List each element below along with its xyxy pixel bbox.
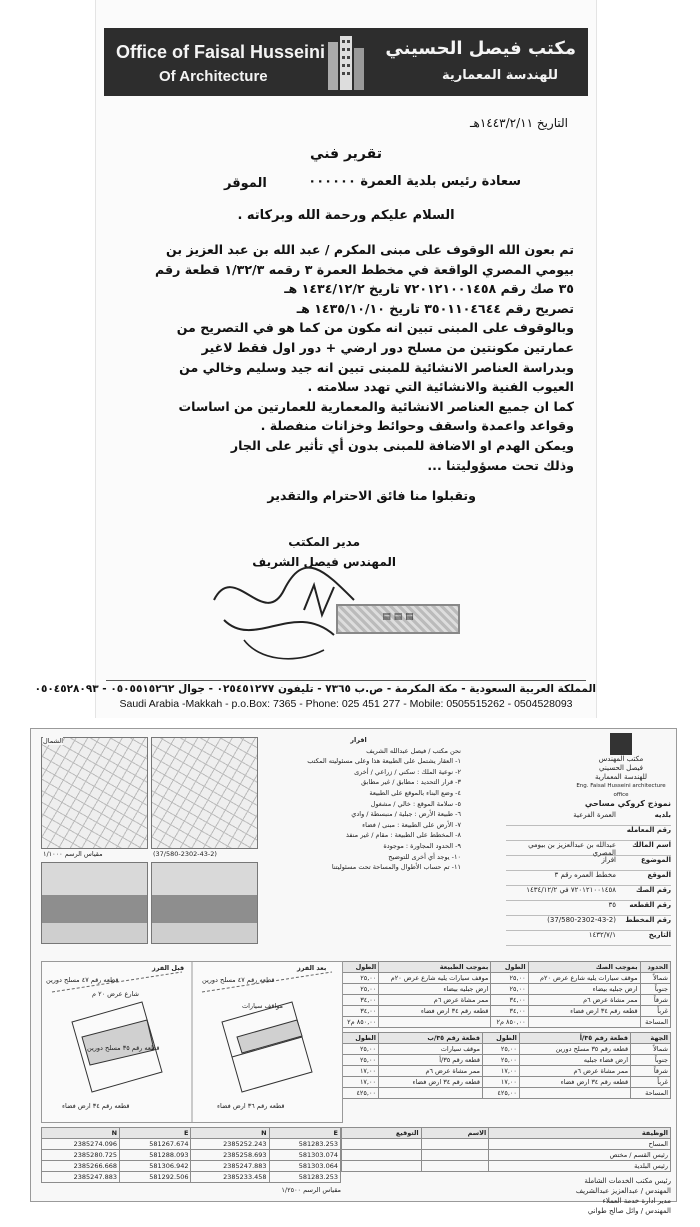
table-cell: ٢٥,٠٠ bbox=[342, 973, 379, 984]
table-cell: جنوباً bbox=[640, 984, 670, 995]
info-value: افراز bbox=[601, 856, 616, 864]
table-header: بموجب الطبيعة bbox=[379, 962, 491, 973]
info-row bbox=[506, 901, 671, 916]
info-value: (37/580-2302-43-2) bbox=[547, 916, 616, 924]
boundaries-table bbox=[341, 961, 671, 1099]
table-cell: 581283.253 bbox=[269, 1139, 340, 1150]
table-cell bbox=[421, 1150, 489, 1161]
checklist-item: ٢- نوعية الملك : سكني / زراعي / أخرى bbox=[354, 767, 461, 776]
table-cell: شرقاً bbox=[631, 1066, 671, 1077]
table-cell: 2385258.693 bbox=[191, 1150, 269, 1161]
table-cell: ٨٥٠,٠٠ م٢ bbox=[342, 1017, 379, 1028]
table-header: N bbox=[191, 1128, 269, 1139]
table-cell: قطعه رقم ٣٤ ارض فضاء bbox=[379, 1006, 491, 1017]
info-key: الموقع bbox=[647, 871, 671, 879]
report-title: تقرير فني bbox=[310, 146, 382, 162]
table-cell: ممر مشاة عرض ٦م bbox=[379, 995, 491, 1006]
table-row bbox=[342, 1006, 671, 1017]
table-cell: 581283.253 bbox=[269, 1172, 340, 1183]
table-cell: قطعه رقم ٣٤ ارض فضاء bbox=[378, 1077, 482, 1088]
table-cell: ٢٥,٠٠ bbox=[482, 1055, 519, 1066]
table-cell: ٣٤,٠٠ bbox=[342, 1006, 379, 1017]
info-key: بلديه bbox=[654, 811, 671, 819]
coordinates-table bbox=[41, 1127, 341, 1194]
table-cell: المساحة bbox=[640, 1017, 670, 1028]
table-row bbox=[342, 1066, 671, 1077]
table-cell: 2385247.883 bbox=[42, 1172, 120, 1183]
footer-divider bbox=[106, 680, 586, 681]
table-cell: المساح bbox=[489, 1139, 671, 1150]
body-line: وذلك تحت مسؤوليتنا ... bbox=[427, 457, 574, 473]
table-header: الجهة bbox=[631, 1033, 671, 1044]
table-header: قطعة رقم ٣٥/ب bbox=[378, 1033, 482, 1044]
checklist-item: ٥- سلامة الموقع : خالي / مشغول bbox=[370, 799, 461, 808]
info-row bbox=[506, 856, 671, 871]
table-cell: شرقاً bbox=[640, 995, 670, 1006]
table-cell: قطعه رقم ٣٥ مسلح دورين bbox=[519, 1044, 630, 1055]
table-cell: ٨٥٠,٠٠ م٢ bbox=[491, 1017, 528, 1028]
info-value: ١٤٣٢/٧/١ bbox=[588, 931, 616, 939]
info-key: التاريخ bbox=[648, 931, 671, 939]
table-cell: ارض فضاء جبليه bbox=[519, 1055, 630, 1066]
addressee: سعادة رئيس بلدية العمرة ٠٠٠٠٠٠ bbox=[308, 174, 521, 189]
sketch-label: قطعه رقم ٣٤ ارض فضاء bbox=[62, 1102, 130, 1110]
building-photo bbox=[41, 862, 148, 944]
plan-logo-sub: للهندسة المعمارية bbox=[594, 773, 648, 781]
info-key: الموضوع bbox=[640, 856, 671, 864]
info-value: مخطط العمره رقم ٣ bbox=[554, 871, 616, 879]
parts-boundaries-table bbox=[341, 1032, 671, 1099]
letterhead bbox=[104, 28, 588, 96]
table-row bbox=[342, 1055, 671, 1066]
body-line: عمارتين مكونتين من مسلح دور ارضي + دور اول فقط لاغير bbox=[201, 339, 574, 355]
table-cell: ١٧,٠٠ bbox=[342, 1066, 379, 1077]
transaction-info bbox=[506, 799, 671, 946]
table-cell: ٢٥,٠٠ bbox=[491, 984, 528, 995]
body-line: كما ان جميع العناصر الانشائية والمعمارية للعمارتين من اساسات bbox=[178, 398, 574, 414]
table-row bbox=[342, 1044, 671, 1055]
approver-title: مدير ادارة خدمة العملاء bbox=[602, 1197, 671, 1205]
greeting: السلام عليكم ورحمة الله وبركاته . bbox=[237, 208, 455, 223]
table-cell: قطعه رقم ٣٤ ارض فضاء bbox=[528, 1006, 640, 1017]
info-row bbox=[506, 931, 671, 946]
table-cell: رئيس القسم / مختص bbox=[489, 1150, 671, 1161]
body-line: وقواعد واعمدة واسقف وحوائط وخزانات منفصلة . bbox=[260, 418, 574, 434]
info-key: رقم الصك bbox=[636, 886, 671, 894]
site-plan-form bbox=[30, 728, 677, 1215]
table-header: N bbox=[42, 1128, 120, 1139]
honorific: الموقر bbox=[224, 176, 267, 191]
office-subtitle-ar: للهندسة المعمارية bbox=[441, 68, 558, 83]
table-header: قطعة رقم ٣٥/أ bbox=[519, 1033, 630, 1044]
info-row bbox=[506, 826, 671, 841]
office-subtitle-en: Of Architecture bbox=[159, 68, 268, 85]
checklist-item: ٧- الأرض على الطبيعة : مبنى / فضاء bbox=[362, 820, 461, 829]
table-header: الحدود bbox=[640, 962, 670, 973]
approval-signatures bbox=[341, 1127, 671, 1216]
table-cell: موقف سيارات bbox=[378, 1044, 482, 1055]
site-images bbox=[41, 737, 256, 947]
table-cell: ٣٤,٠٠ bbox=[491, 995, 528, 1006]
map-scale-caption: مقياس الرسم ١/١٠٠٠ bbox=[43, 850, 103, 858]
office-name-en: Office of Faisal Husseini bbox=[116, 42, 326, 62]
report-body bbox=[134, 240, 574, 475]
info-row bbox=[506, 916, 671, 931]
body-line: ٣٥ صك رقم ٧٢٠١٢١٠٠١٤٥٨ تاريخ ١٤٣٤/١٢/٢ هـ bbox=[284, 281, 574, 297]
table-cell: ١٧,٠٠ bbox=[482, 1077, 519, 1088]
sketch-label: مواقف سيارات bbox=[242, 1002, 283, 1010]
table-cell: ٢٥,٠٠ bbox=[482, 1044, 519, 1055]
table-cell: 2385266.668 bbox=[42, 1161, 120, 1172]
table-cell: ٣٤,٠٠ bbox=[342, 995, 379, 1006]
table-cell: ٣٤,٠٠ bbox=[491, 1006, 528, 1017]
deed-boundaries-table bbox=[341, 961, 671, 1028]
checklist-item: اقرار bbox=[350, 736, 367, 744]
table-row bbox=[42, 1139, 341, 1150]
table-cell: ممر مشاة عرض ٦م bbox=[519, 1066, 630, 1077]
table-cell: 2385252.243 bbox=[191, 1139, 269, 1150]
signer-name: المهندس فيصل الشريف bbox=[252, 555, 396, 569]
approver-title: رئيس مكتب الخدمات الشاملة bbox=[584, 1177, 671, 1185]
sketch-label: قطعه رقم ٤٧ مسلح دورين bbox=[202, 976, 275, 984]
info-key: رقم المعامله bbox=[626, 826, 671, 834]
table-row bbox=[342, 1139, 671, 1150]
sketch-label: بعد الفرز bbox=[297, 964, 327, 972]
table-cell bbox=[342, 1150, 422, 1161]
footer-address-ar: المملكة العربية السعودية - مكة المكرمة - ص.ب ٧٣٦٥ - تليفون ٠٢٥٤٥١٢٧٧ - جوال ٠٥٠٥٥١٥٢٦٢ - ٠٥٠٤٥٢٨٠٩٣ bbox=[34, 683, 596, 695]
table-row bbox=[342, 1077, 671, 1088]
table-cell: غرباً bbox=[631, 1077, 671, 1088]
closing-line: وتقبلوا منا فائق الاحترام والتقدير bbox=[267, 488, 476, 503]
table-header: E bbox=[120, 1128, 191, 1139]
table-cell: قطعه رقم ٣٥/أ bbox=[378, 1055, 482, 1066]
table-cell: 2385274.096 bbox=[42, 1139, 120, 1150]
table-cell: ٤٢٥,٠٠ bbox=[482, 1088, 519, 1099]
table-cell: شمالاً bbox=[631, 1044, 671, 1055]
info-row bbox=[506, 841, 671, 856]
table-cell bbox=[379, 1017, 491, 1028]
table-cell: ممر مشاة عرض ٦م bbox=[378, 1066, 482, 1077]
table-cell: 2385233.458 bbox=[191, 1172, 269, 1183]
table-cell: 581306.942 bbox=[120, 1161, 191, 1172]
info-value: ٣٥ bbox=[608, 901, 616, 909]
technical-report-letter bbox=[34, 0, 597, 718]
table-row bbox=[42, 1150, 341, 1161]
table-cell: شمالاً bbox=[640, 973, 670, 984]
table-header: الاسم bbox=[421, 1128, 489, 1139]
declaration-checklist bbox=[256, 735, 461, 873]
table-row bbox=[42, 1172, 341, 1183]
info-value: ٧٢٠١٢١٠٠١٤٥٨ في ١٤٣٤/١٢/٢ bbox=[526, 886, 616, 894]
table-header: E bbox=[269, 1128, 340, 1139]
table-row bbox=[342, 984, 671, 995]
table-cell: ٢٥,٠٠ bbox=[342, 1055, 379, 1066]
letter-date: التاريخ ١٤٤٣/٢/١١هـ bbox=[469, 116, 568, 130]
table-cell bbox=[421, 1161, 489, 1172]
office-stamp: ▤ ▤ ▤ bbox=[336, 604, 460, 634]
table-header: الطول bbox=[342, 962, 379, 973]
body-line: وبالوقوف على المبنى تبين انه مكون من كما هو في التصريح من bbox=[176, 320, 574, 336]
sketch-label: قطعه رقم ٣٥ مسلح دورين bbox=[87, 1044, 160, 1052]
table-row bbox=[342, 995, 671, 1006]
table-header: بموجب الصك bbox=[528, 962, 640, 973]
table-cell: 581288.093 bbox=[120, 1150, 191, 1161]
plan-number-caption: (37/580-2302-43-2) bbox=[153, 850, 217, 858]
body-line: ويمكن الهدم او الاضافة للمبنى بدون أي تأثير على الجار bbox=[230, 437, 574, 453]
plan-logo-en: Eng. Faisal Husseini architecture office bbox=[576, 783, 666, 798]
building-photo bbox=[151, 862, 258, 944]
table-cell: غرباً bbox=[640, 1006, 670, 1017]
signatures-table bbox=[341, 1127, 671, 1172]
table-cell: 2385247.883 bbox=[191, 1161, 269, 1172]
plot-sketches bbox=[41, 961, 343, 1123]
map-scale-caption: مقياس الرسم ١/٢٥٠٠ bbox=[281, 1186, 341, 1194]
info-row bbox=[506, 886, 671, 901]
north-label: الشمال bbox=[43, 737, 64, 745]
form-header: نموذج كروكي مساحي bbox=[584, 799, 671, 808]
signer-title: مدير المكتب bbox=[288, 535, 361, 549]
table-cell: ١٧,٠٠ bbox=[342, 1077, 379, 1088]
approver-name: المهندس / وائل صالح طواني bbox=[587, 1207, 671, 1215]
plan-logo-name: فيصل الحسيني bbox=[599, 764, 643, 772]
checklist-item: ٦- طبيعة الأرض : جبلية / منبسطة / وادي bbox=[351, 810, 461, 819]
checklist-item: ٣- قرار التحديد : مطابق / غير مطابق bbox=[361, 778, 461, 787]
table-cell bbox=[421, 1139, 489, 1150]
body-line: تصريح رقم ٣٥٠١١٠٤٦٤٤ تاريخ ١٤٣٥/١٠/١٠ هـ bbox=[296, 300, 574, 316]
table-cell: 581292.506 bbox=[120, 1172, 191, 1183]
table-cell bbox=[342, 1139, 422, 1150]
table-cell: ارض جبليه بيضاء bbox=[379, 984, 491, 995]
table-header: التوقيع bbox=[342, 1128, 422, 1139]
table-row bbox=[342, 1088, 671, 1099]
checklist-item: ١١- تم حساب الأطوال والمساحة تحت مسئوليتنا bbox=[331, 863, 461, 872]
sketch-label: قطعه رقم ٤٧ مسلح دورين bbox=[46, 976, 119, 984]
plan-letterhead bbox=[571, 733, 671, 798]
location-map bbox=[41, 737, 148, 849]
sketch-label: قبل الفرز bbox=[152, 964, 185, 972]
table-cell: جنوباً bbox=[631, 1055, 671, 1066]
table-header: الطول bbox=[342, 1033, 379, 1044]
table-cell: 581303.064 bbox=[269, 1161, 340, 1172]
body-line: بيومي المصري الواقعة في مخطط العمرة ٣ رقمه ١/٣٢/٣ قطعة رقم bbox=[154, 261, 574, 277]
checklist-item: ٤- وضع البناء بالموقع على الطبيعة bbox=[369, 788, 461, 797]
body-line: تم بعون الله الوقوف على مبنى المكرم / عبد الله بن عبد العزيز بن bbox=[166, 242, 574, 257]
checklist-item: ١- العقار يشتمل على الطبيعة هذا وعلى مسئوليته المكتب bbox=[307, 757, 461, 766]
info-key: اسم المالك bbox=[632, 841, 671, 849]
body-line: وبدراسة العناصر الانشائية للمبنى تبين انه جيد وسليم وخالي من bbox=[179, 359, 574, 375]
table-cell: 581267.674 bbox=[120, 1139, 191, 1150]
table-row bbox=[342, 1150, 671, 1161]
table-cell bbox=[378, 1088, 482, 1099]
table-row bbox=[342, 973, 671, 984]
table-row bbox=[342, 1017, 671, 1028]
checklist-item: ١٠- يوجد أي أخرى للتوضيح bbox=[388, 852, 461, 861]
coordinates-grid bbox=[41, 1127, 341, 1183]
subdivision-sketch bbox=[42, 962, 342, 1122]
checklist-item: ٨- المخطط على الطبيعة : مقام / غير منفذ bbox=[346, 831, 461, 840]
body-line: العيوب الفنية والانشائية التي تهدد سلامته . bbox=[307, 379, 574, 395]
table-cell: 2385280.725 bbox=[42, 1150, 120, 1161]
table-cell: رئيس البلدية bbox=[489, 1161, 671, 1172]
sketch-label: شارع عرض ٢٠ م bbox=[92, 990, 139, 998]
building-logo-icon bbox=[314, 34, 374, 92]
table-cell: ٤٢٥,٠٠ bbox=[342, 1088, 379, 1099]
info-row bbox=[506, 871, 671, 886]
info-row bbox=[506, 811, 671, 826]
footer-address-en: Saudi Arabia -Makkah - p.o.Box: 7365 - Phone: 025 451 277 - Mobile: 0505515262 - 0504528093 bbox=[119, 698, 573, 710]
table-cell: ممر مشاة عرض ٦م bbox=[528, 995, 640, 1006]
table-cell: ٢٥,٠٠ bbox=[491, 973, 528, 984]
info-value: عبدالله بن عبدالعزيز بن بيومي المصري bbox=[528, 841, 616, 857]
table-row bbox=[342, 1161, 671, 1172]
table-cell bbox=[528, 1017, 640, 1028]
checklist-item: ٩- الحدود المجاورة : موجودة bbox=[383, 841, 461, 850]
info-value: العمرة الفرعية bbox=[573, 811, 616, 819]
table-cell: ٢٥,٠٠ bbox=[342, 984, 379, 995]
table-cell bbox=[519, 1088, 630, 1099]
approver-name: المهندس / عبدالعزيز عبدالشريف bbox=[575, 1187, 671, 1195]
table-cell bbox=[342, 1161, 422, 1172]
table-cell: ٢٥,٠٠ bbox=[342, 1044, 379, 1055]
info-key: رقم المخطط bbox=[625, 916, 671, 924]
sketch-label: قطعه رقم ٣٦ ارض فضاء bbox=[217, 1102, 285, 1110]
table-header: الوظيفة bbox=[489, 1128, 671, 1139]
table-header: الطول bbox=[482, 1033, 519, 1044]
table-row bbox=[42, 1161, 341, 1172]
info-key: رقم القطعه bbox=[629, 901, 671, 909]
building-logo-icon bbox=[610, 733, 632, 755]
table-cell: 581303.074 bbox=[269, 1150, 340, 1161]
table-cell: موقف سيارات يليه شارع عرض ٢٠م bbox=[379, 973, 491, 984]
office-name-ar: مكتب فيصل الحسيني bbox=[385, 38, 576, 59]
aerial-map bbox=[151, 737, 258, 849]
info-value bbox=[506, 826, 616, 840]
table-header: الطول bbox=[491, 962, 528, 973]
table-cell: قطعه رقم ٣٤ ارض فضاء bbox=[519, 1077, 630, 1088]
table-cell: ارض جبليه بيضاء bbox=[528, 984, 640, 995]
checklist-item: نحن مكتب / فيصل عبدالله الشريف bbox=[366, 746, 461, 755]
approvers bbox=[341, 1176, 671, 1216]
plan-logo-ar: مكتب المهندس bbox=[598, 755, 644, 763]
table-cell: المساحة bbox=[631, 1088, 671, 1099]
table-cell: موقف سيارات يليه شارع عرض ٢٠م bbox=[528, 973, 640, 984]
table-cell: ١٧,٠٠ bbox=[482, 1066, 519, 1077]
